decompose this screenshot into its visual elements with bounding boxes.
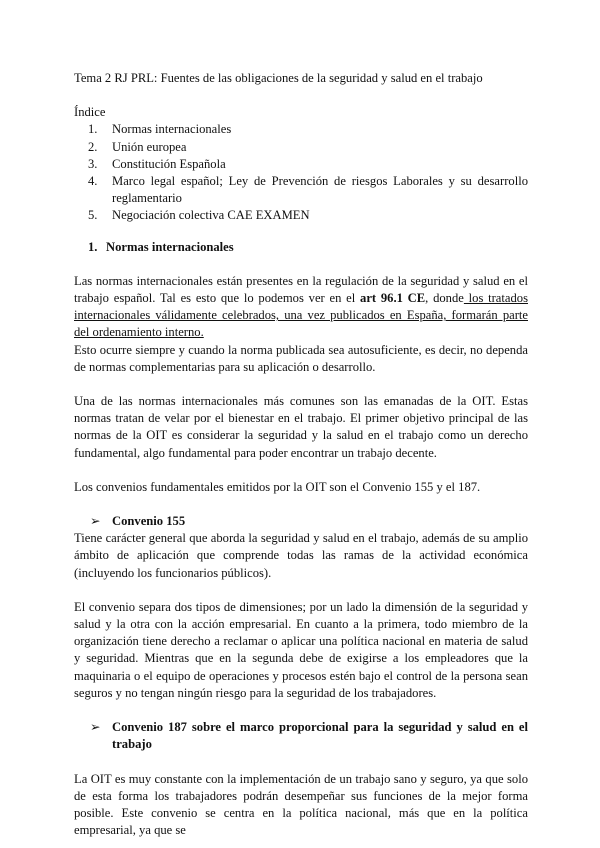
paragraph: Esto ocurre siempre y cuando la norma publicada sea autosuficiente, es decir, no dependa de normas complementarias para su aplicación o desarrollo. [74, 342, 528, 374]
underlined-text: los tratados internacionales válidamente celebrados, una vez publicados en España, formarán parte del ordenamiento interno. [74, 291, 528, 340]
paragraph: La OIT es muy constante con la implementación de un trabajo sano y seguro, ya que solo de esta forma los trabajadores podrán desempeñar sus funciones de la mejor forma posible. Este convenio se centra en la política nacional, más que en la política empresarial, ya que se [74, 771, 528, 838]
paragraph: El convenio separa dos tipos de dimensiones; por un lado la dimensión de la seguridad y salud y la otra con la acción empresarial. En cuanto a la primera, todo miembro de la organización tiene derecho a reclamar o aplicar una política nacional en materia de salud y seguridad. Mientras que en la segunda debe de exigirse a los empleadores que la maquinaria o el equipo de operaciones y procesos estén bajo el control de la persona sean seguros y no tengan ningún riesgo para la seguridad de los trabajadores. [74, 599, 528, 700]
index-item-text: Normas internacionales [112, 122, 232, 137]
index-item-number: 5. [88, 208, 98, 223]
paragraph: Una de las normas internacionales más comunes son las emanadas de la OIT. Estas normas tratan de velar por el bienestar en el trabajo. El primer objetivo principal de las normas de la OIT es considerar la seguridad y la salud en el trabajo como un derecho fundamental, algo fundamental para poder encontrar un trabajo decente. [74, 394, 528, 460]
index-item-number: 2. [88, 139, 98, 154]
subsection-heading [90, 719, 528, 753]
paragraph-text: , donde [425, 291, 464, 306]
document-title: Tema 2 RJ PRL: Fuentes de las obligaciones de la seguridad y salud en el trabajo [74, 71, 483, 85]
index-item-text: Constitución Española [112, 156, 226, 171]
arrow-bullet-icon: ➢ [90, 514, 101, 529]
paragraph: Tiene carácter general que aborda la seguridad y salud en el trabajo, además de su amplio ámbito de aplicación que comprende todas las ramas de la actividad económica (incluyendo los funcionarios públicos). [74, 531, 528, 580]
subsection-heading [90, 513, 528, 530]
subsection-title: Convenio 155 [112, 514, 186, 529]
section-heading [74, 239, 528, 256]
paragraph-text: Las normas internacionales están presentes en la regulación de la seguridad y salud en el trabajo español. Tal es esto que lo podemos ver en el [74, 273, 528, 306]
index-item [74, 139, 528, 156]
index-item-text: Negociación colectiva CAE EXAMEN [112, 208, 310, 223]
index-heading: Índice [74, 105, 106, 120]
index-item-text: Marco legal español; Ley de Prevención de riesgos Laborales y su desarrollo reglamentario [112, 174, 528, 206]
index-list [74, 121, 528, 224]
index-item-number: 3. [88, 156, 98, 171]
index-item-number: 1. [88, 122, 98, 137]
article-reference: art 96.1 CE [360, 291, 426, 306]
index-item-text: Unión europea [112, 139, 187, 154]
section-number: 1. [88, 239, 98, 254]
index-item [74, 173, 528, 207]
index-item [74, 207, 528, 224]
index-item-number: 4. [88, 174, 98, 189]
paragraph: Los convenios fundamentales emitidos por la OIT son el Convenio 155 y el 187. [74, 479, 481, 494]
index-item [74, 156, 528, 173]
section-title: Normas internacionales [106, 239, 234, 254]
paragraph [74, 273, 528, 342]
index-item [74, 121, 528, 138]
document-page [74, 70, 528, 839]
subsection-title: Convenio 187 sobre el marco proporcional para la seguridad y salud en el trabajo [112, 720, 528, 752]
arrow-bullet-icon: ➢ [90, 720, 101, 735]
